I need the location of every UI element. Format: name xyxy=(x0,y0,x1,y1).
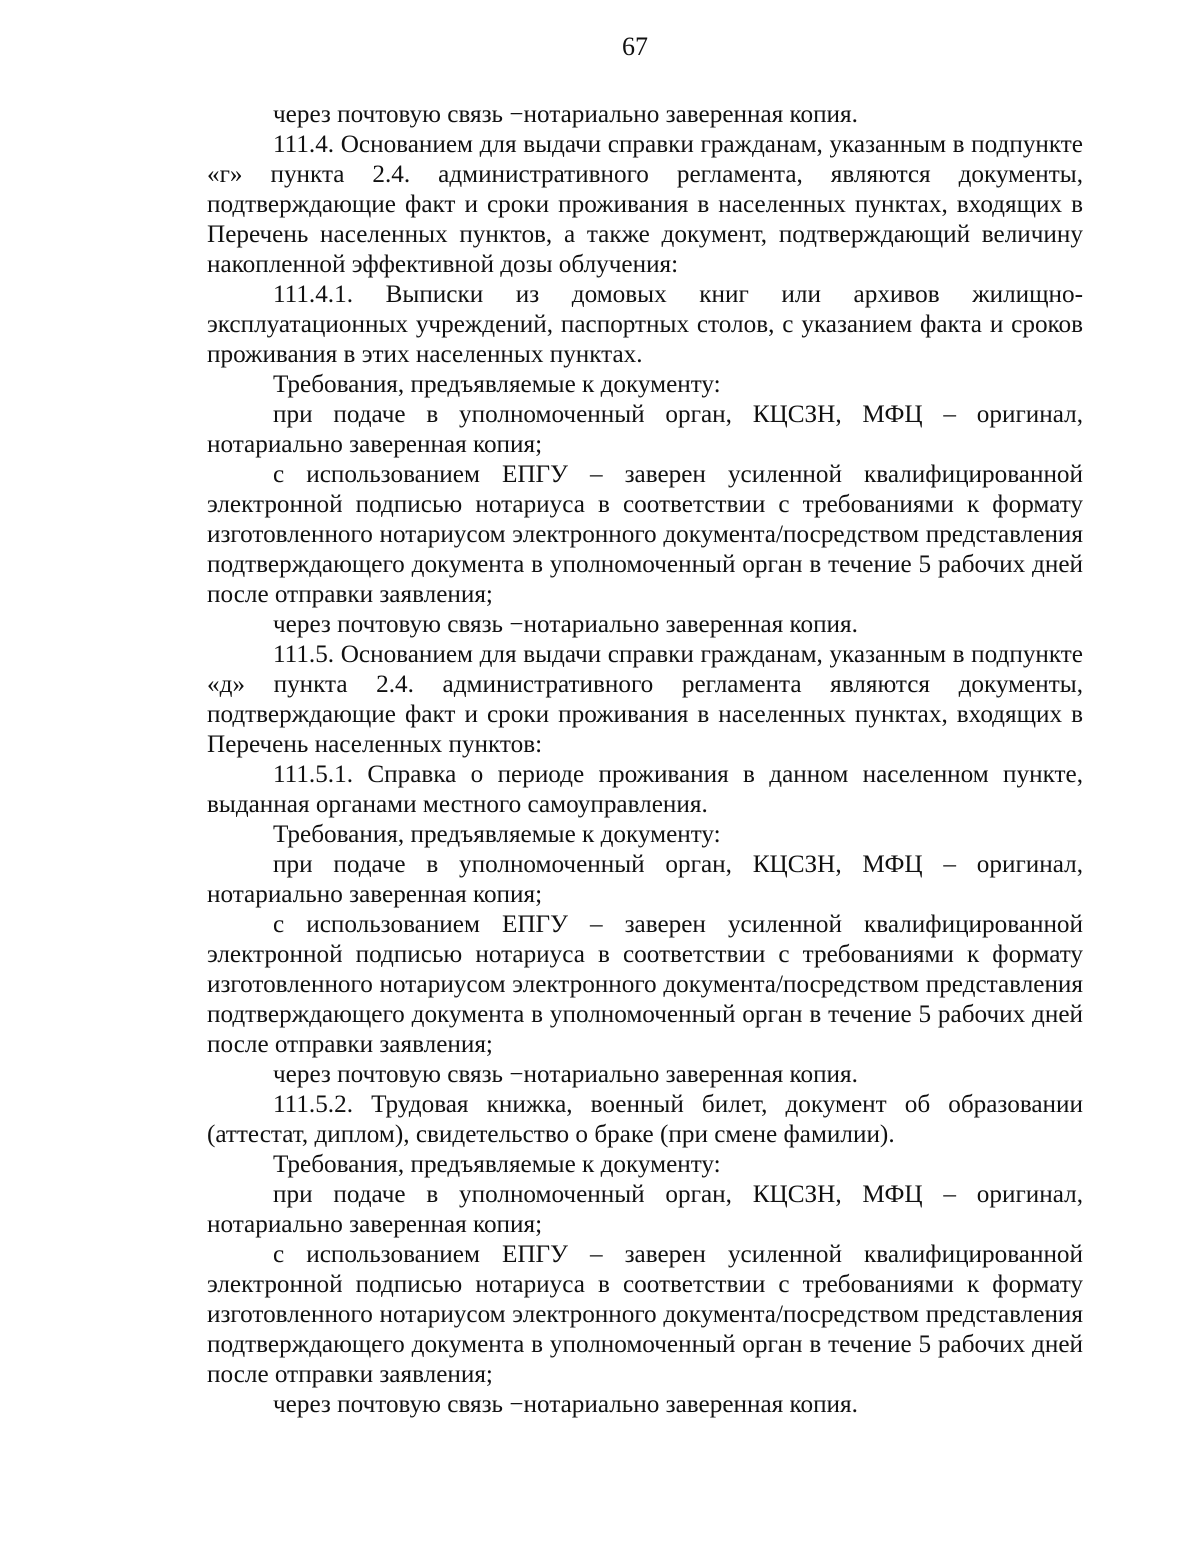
paragraph-postal-copy-4: через почтовую связь −нотариально заверенная копия. xyxy=(273,1391,858,1418)
page-number: 67 xyxy=(622,32,648,61)
paragraph-111-5: 111.5. Основанием для выдачи справки гражданам, указанным в подпункте «д» пункта 2.4. административного регламента являются документы, подтверждающие факт и сроки проживания в населенных пунктах, входящих в Перечень населенных пунктов: xyxy=(207,641,1083,758)
paragraph-111-5-1: 111.5.1. Справка о периоде проживания в данном населенном пункте, выданная органами местного самоуправления. xyxy=(207,761,1083,818)
paragraph-submission-original-2: при подаче в уполномоченный орган, КЦСЗН, МФЦ – оригинал, нотариально заверенная копия; xyxy=(207,851,1083,908)
paragraph-submission-original-3: при подаче в уполномоченный орган, КЦСЗН, МФЦ – оригинал, нотариально заверенная копия; xyxy=(207,1181,1083,1238)
paragraph-submission-original-1: при подаче в уполномоченный орган, КЦСЗН, МФЦ – оригинал, нотариально заверенная копия; xyxy=(207,401,1083,458)
document-body xyxy=(207,100,1083,1420)
paragraph-requirements-2: Требования, предъявляемые к документу: xyxy=(273,821,721,848)
paragraph-epgu-1: с использованием ЕПГУ – заверен усиленной квалифицированной электронной подписью нотариуса в соответствии с требованиями к формату изготовленного нотариусом электронного документа/посредством представления подтверждающего документа в уполномоченный орган в течение 5 рабочих дней после отправки заявления; xyxy=(207,461,1083,608)
paragraph-requirements-3: Требования, предъявляемые к документу: xyxy=(273,1151,721,1178)
paragraph-postal-copy-2: через почтовую связь −нотариально заверенная копия. xyxy=(273,611,858,638)
paragraph-111-5-2: 111.5.2. Трудовая книжка, военный билет, документ об образовании (аттестат, диплом), свидетельство о браке (при смене фамилии). xyxy=(207,1091,1083,1148)
paragraph-requirements-1: Требования, предъявляемые к документу: xyxy=(273,371,721,398)
paragraph-epgu-2: с использованием ЕПГУ – заверен усиленной квалифицированной электронной подписью нотариуса в соответствии с требованиями к формату изготовленного нотариусом электронного документа/посредством представления подтверждающего документа в уполномоченный орган в течение 5 рабочих дней после отправки заявления; xyxy=(207,911,1083,1058)
paragraph-111-4-1: 111.4.1. Выписки из домовых книг или архивов жилищно-эксплуатационных учреждений, паспортных столов, с указанием факта и сроков проживания в этих населенных пунктах. xyxy=(207,281,1083,368)
paragraph-epgu-3: с использованием ЕПГУ – заверен усиленной квалифицированной электронной подписью нотариуса в соответствии с требованиями к формату изготовленного нотариусом электронного документа/посредством представления подтверждающего документа в уполномоченный орган в течение 5 рабочих дней после отправки заявления; xyxy=(207,1241,1083,1388)
paragraph-111-4: 111.4. Основанием для выдачи справки гражданам, указанным в подпункте «г» пункта 2.4. административного регламента, являются документы, подтверждающие факт и сроки проживания в населенных пунктах, входящих в Перечень населенных пунктов, а также документ, подтверждающий величину накопленной эффективной дозы облучения: xyxy=(207,131,1083,278)
paragraph-postal-copy-1: через почтовую связь −нотариально заверенная копия. xyxy=(273,101,858,128)
paragraph-postal-copy-3: через почтовую связь −нотариально заверенная копия. xyxy=(273,1061,858,1088)
